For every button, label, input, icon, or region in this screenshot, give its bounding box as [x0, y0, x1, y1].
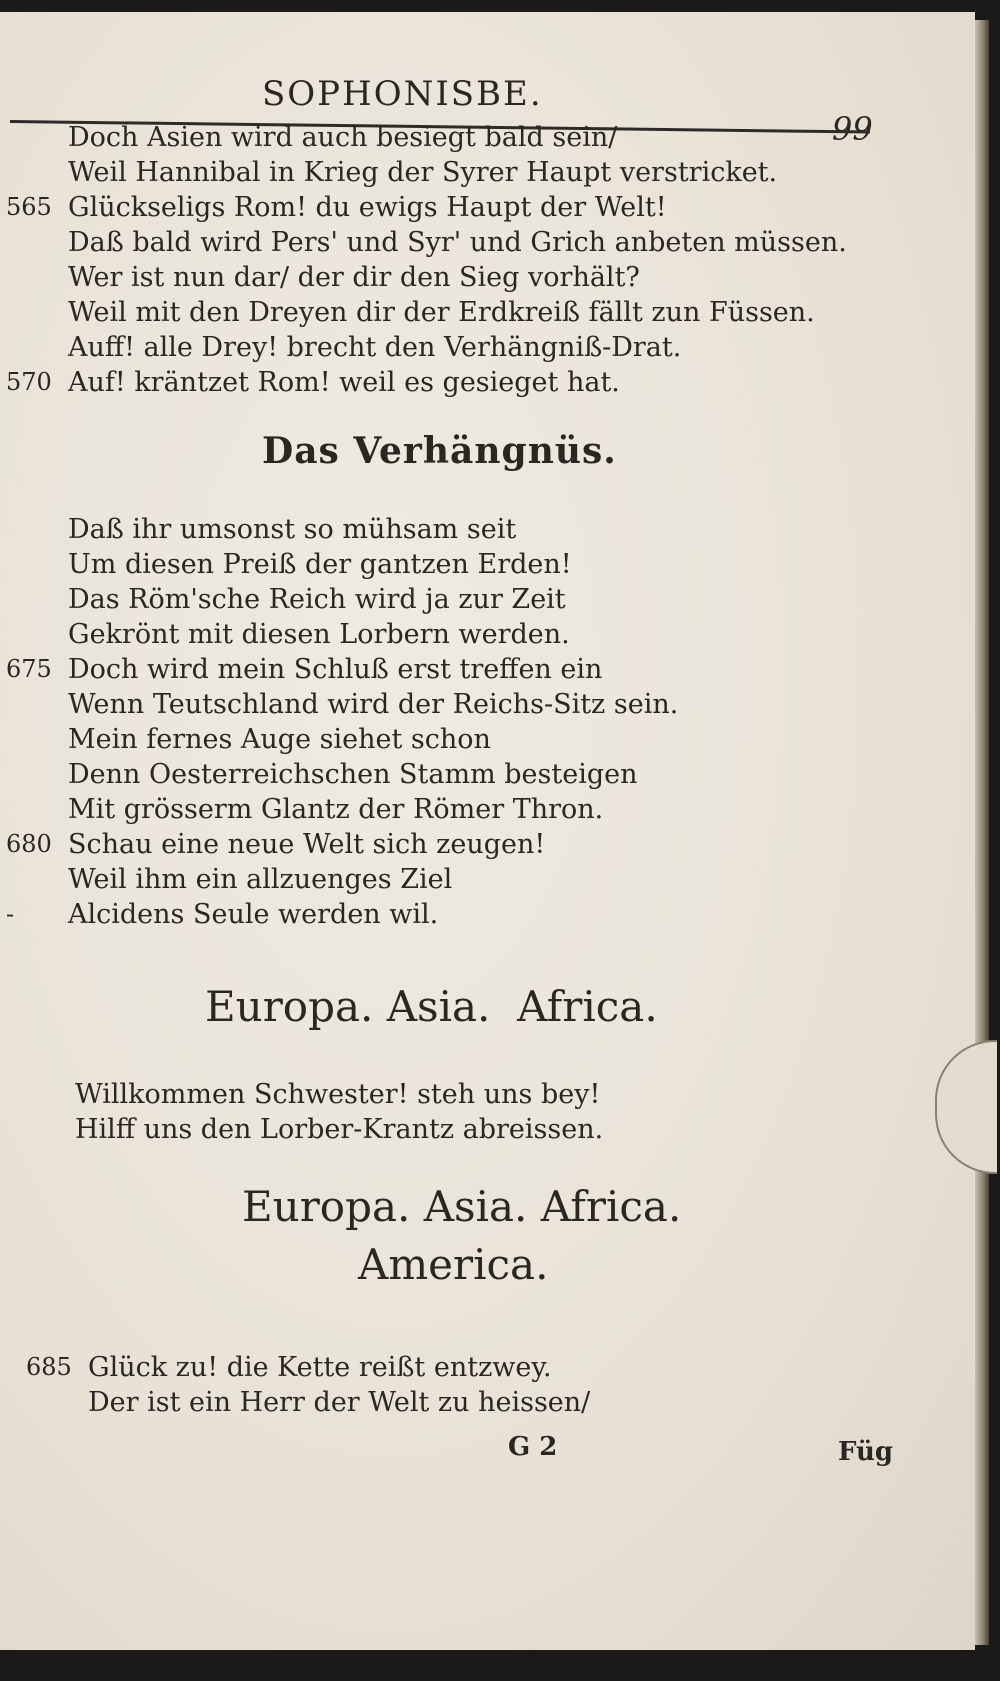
- verse-text: Weil Hannibal in Krieg der Syrer Haupt verstricket.: [68, 157, 778, 188]
- verse-line: [68, 547, 678, 582]
- verse-line: [88, 1385, 590, 1420]
- verse-text: Auf! kräntzet Rom! weil es gesieget hat.: [68, 367, 620, 398]
- verse-line: [68, 155, 847, 190]
- line-number: 565: [6, 193, 52, 221]
- verse-line: [68, 330, 847, 365]
- verse-text: Willkommen Schwester! steh uns bey!: [75, 1079, 601, 1110]
- verse-line: [26, 1350, 590, 1385]
- line-number: 685: [26, 1353, 72, 1381]
- verse-text: Weil ihm ein allzuenges Ziel: [68, 864, 453, 895]
- verse-line: [68, 687, 678, 722]
- verse-text: Mein fernes Auge siehet schon: [68, 724, 491, 755]
- signature-mark: G 2: [508, 1432, 558, 1462]
- verse-line: [68, 225, 847, 260]
- verse-text: Um diesen Preiß der gantzen Erden!: [68, 549, 572, 580]
- verse-text: Doch wird mein Schluß erst treffen ein: [68, 654, 603, 685]
- verse-line: [6, 190, 847, 225]
- verse-line: [68, 295, 847, 330]
- verse-line: [75, 1077, 603, 1112]
- verse-line: [68, 862, 678, 897]
- page-edge: [975, 20, 989, 1645]
- line-number: 675: [6, 655, 52, 683]
- verse-line: [6, 652, 678, 687]
- speaker-heading: Europa. Asia. Africa.: [242, 1182, 682, 1231]
- verse-text: Hilff uns den Lorber-Krantz abreissen.: [75, 1114, 604, 1145]
- verse-text: Daß ihr umsonst so mühsam seit: [68, 514, 517, 545]
- verse-text: Das Röm'sche Reich wird ja zur Zeit: [68, 584, 566, 615]
- verse-line: [68, 617, 678, 652]
- verse-text: Weil mit den Dreyen dir der Erdkreiß fällt zun Füssen.: [68, 297, 815, 328]
- verse-text: Wer ist nun dar/ der dir den Sieg vorhält?: [68, 262, 640, 293]
- verse-text: Gekrönt mit diesen Lorbern werden.: [68, 619, 570, 650]
- verse-text: Doch Asien wird auch besiegt bald sein/: [68, 122, 618, 153]
- verse-line: [68, 582, 678, 617]
- line-number: 570: [6, 368, 52, 396]
- verse-text: Alcidens Seule werden wil.: [68, 899, 439, 930]
- verse-text: Schau eine neue Welt sich zeugen!: [68, 829, 546, 860]
- verse-text: Wenn Teutschland wird der Reichs-Sitz sein.: [68, 689, 679, 720]
- verse-text: Der ist ein Herr der Welt zu heissen/: [88, 1387, 591, 1418]
- line-number: -: [6, 900, 15, 928]
- verse-line: [68, 120, 847, 155]
- verse-line: [68, 792, 678, 827]
- verse-line: [68, 260, 847, 295]
- book-page: [0, 12, 975, 1650]
- verse-block-3: [75, 1077, 603, 1147]
- verse-text: Denn Oesterreichschen Stamm besteigen: [68, 759, 638, 790]
- speaker-heading: Europa. Asia. Africa.: [205, 982, 658, 1031]
- verse-text: Mit grösserm Glantz der Römer Thron.: [68, 794, 604, 825]
- verse-line: [6, 827, 678, 862]
- speaker-heading: Das Verhängnüs.: [262, 430, 617, 472]
- verse-line: [6, 365, 847, 400]
- verse-line: [68, 512, 678, 547]
- verse-line: [68, 722, 678, 757]
- speaker-heading: America.: [358, 1240, 549, 1289]
- verse-text: Glück zu! die Kette reißt entzwey.: [88, 1352, 552, 1383]
- verse-block-1: [6, 120, 847, 400]
- verse-line: [75, 1112, 603, 1147]
- line-number: 680: [6, 830, 52, 858]
- verse-text: Auff! alle Drey! brecht den Verhängniß-Drat.: [68, 332, 682, 363]
- verse-text: Daß bald wird Pers' und Syr' und Grich anbeten müssen.: [68, 227, 847, 258]
- verse-block-4: [26, 1350, 591, 1420]
- verse-text: Glückseligs Rom! du ewigs Haupt der Welt!: [68, 192, 667, 223]
- verse-line: [68, 757, 678, 792]
- catchword: Füg: [838, 1437, 894, 1467]
- verse-line: [6, 897, 678, 932]
- page-number: 99: [832, 110, 873, 148]
- running-head: SOPHONISBE.: [262, 74, 543, 114]
- verse-block-2: [6, 512, 679, 932]
